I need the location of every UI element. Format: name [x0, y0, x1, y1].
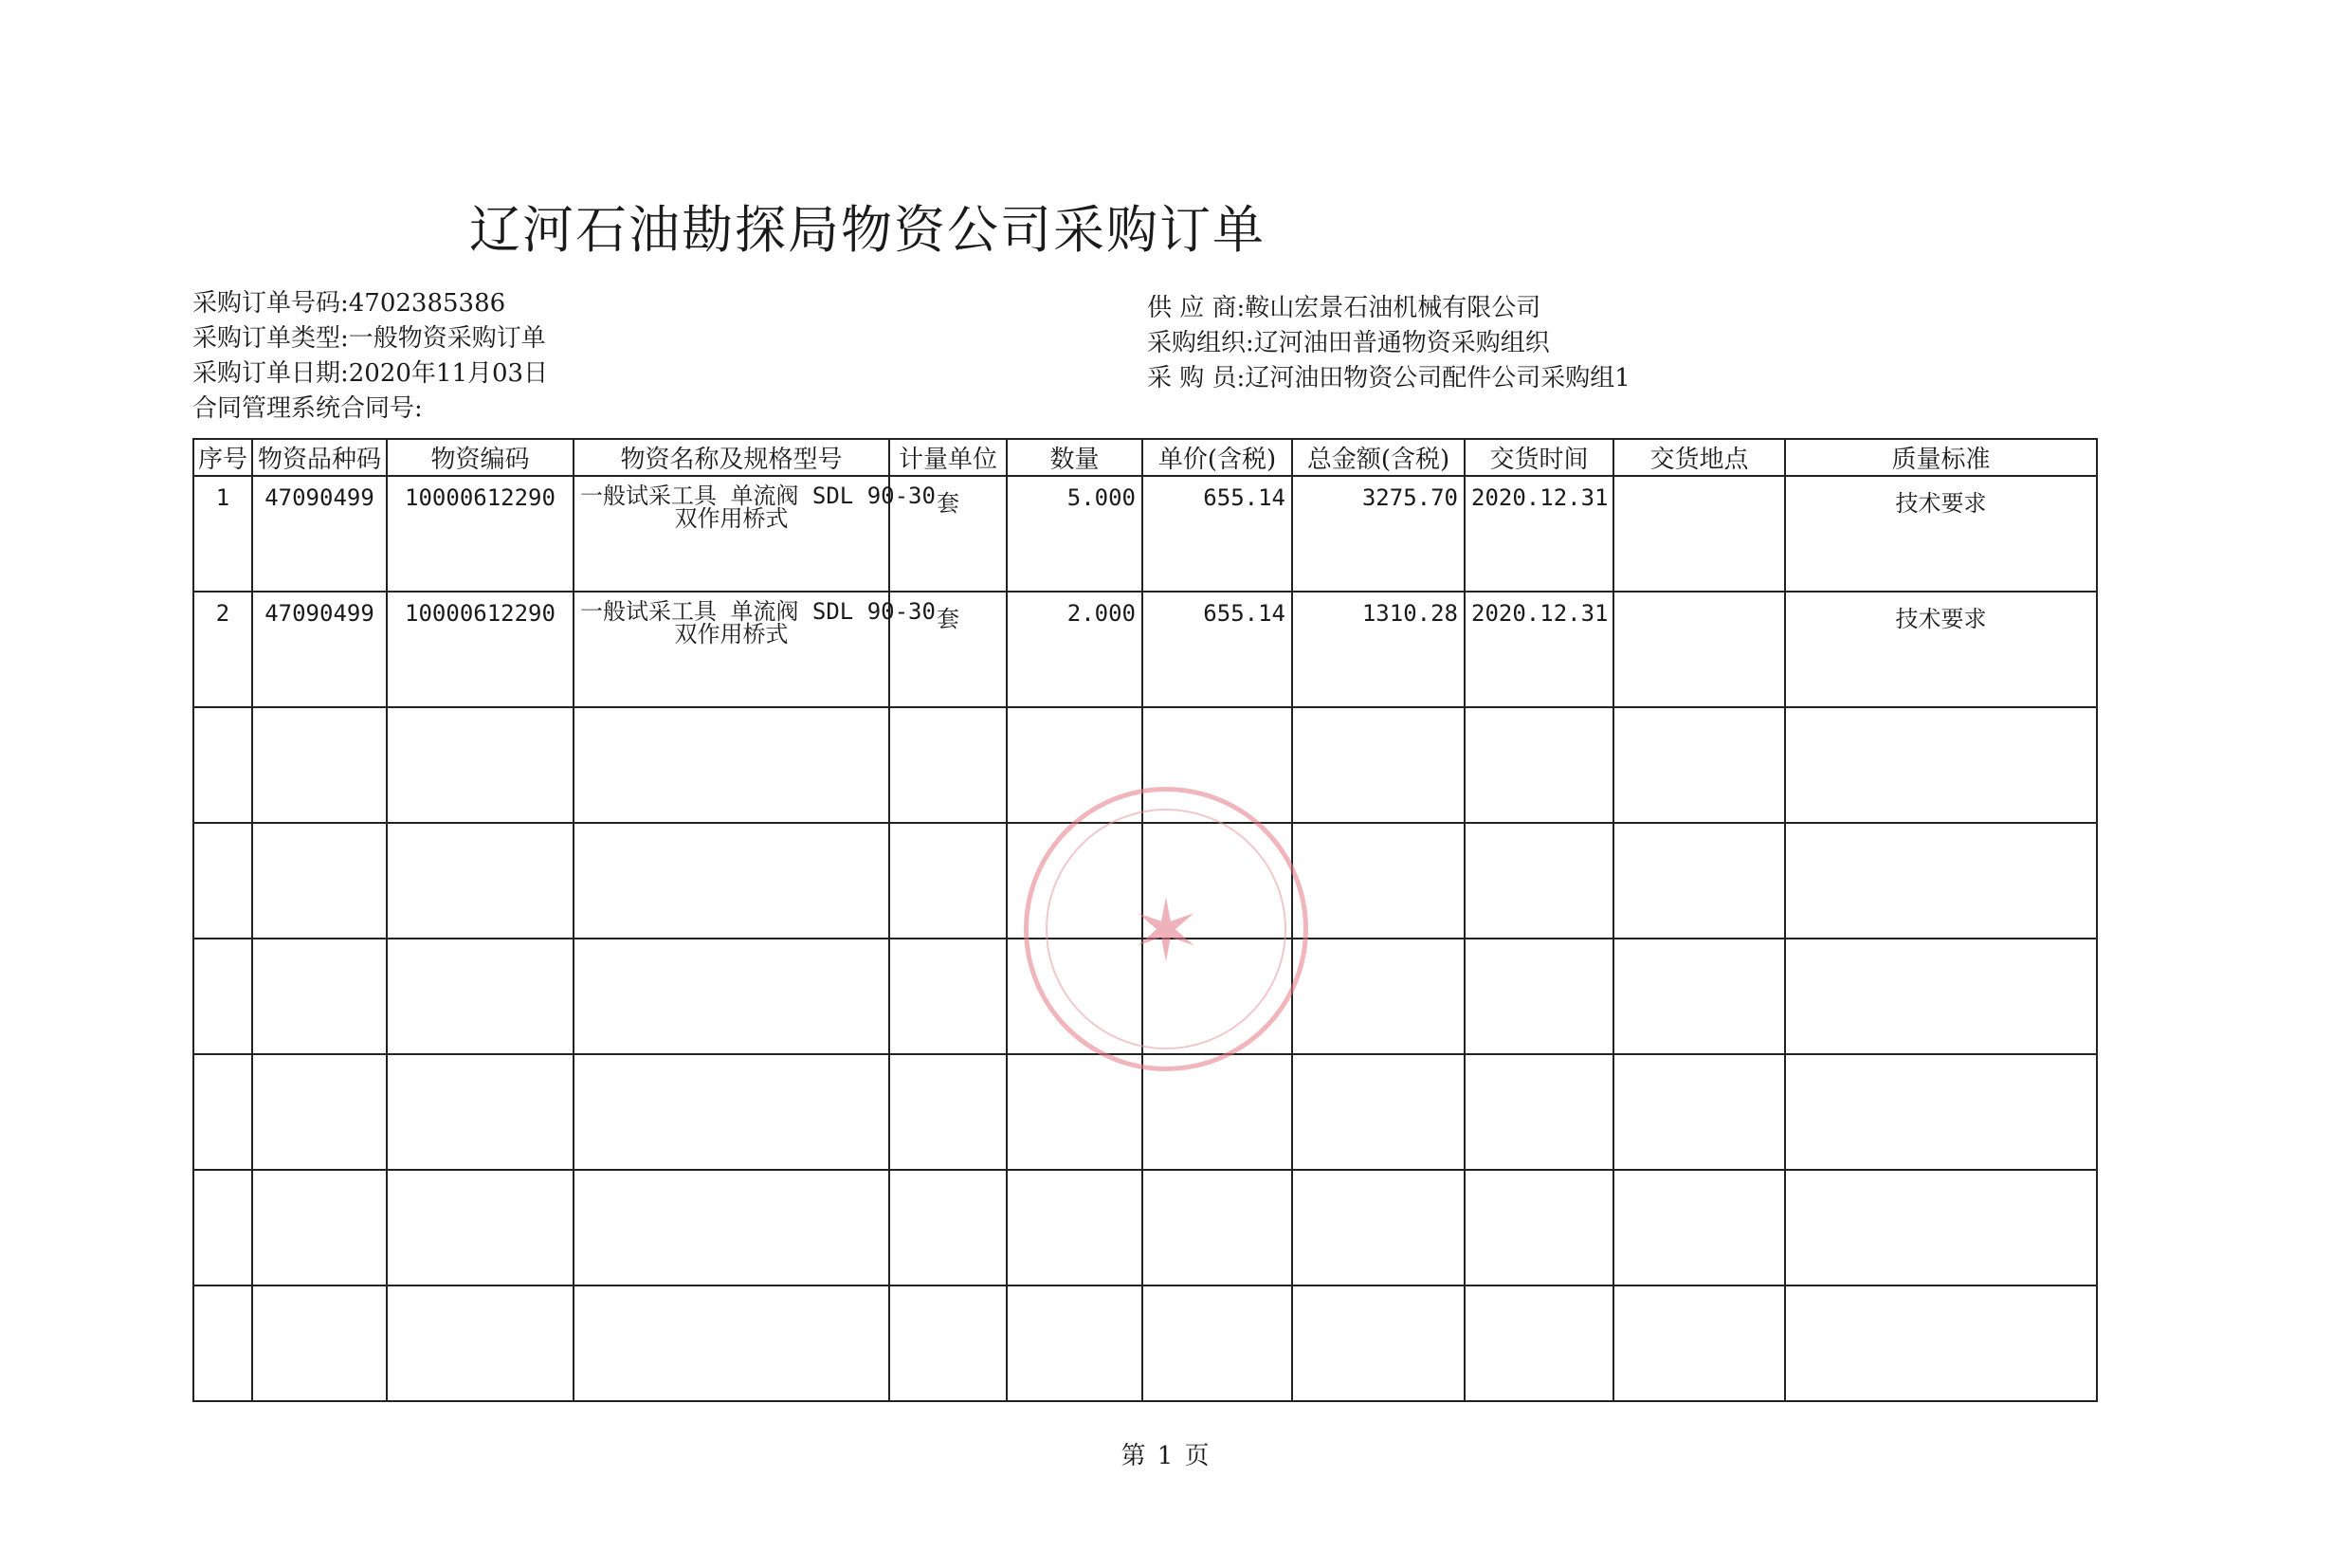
purchasing-org-row: [1147, 326, 1631, 361]
cell-seq: 1: [193, 476, 252, 592]
empty-cell: [1613, 707, 1785, 823]
col-header-unit: 计量单位: [889, 439, 1007, 476]
cell-unit-price: 655.14: [1142, 592, 1292, 707]
order-number-label: 采购订单号码:: [192, 289, 349, 318]
empty-cell: [1613, 1170, 1785, 1285]
empty-cell: [1007, 1054, 1142, 1170]
empty-cell: [1785, 1170, 2097, 1285]
empty-cell: [1292, 1054, 1465, 1170]
col-header-seq: 序号: [193, 439, 252, 476]
empty-cell: [193, 1170, 252, 1285]
empty-cell: [1613, 1285, 1785, 1401]
empty-cell: [193, 1285, 252, 1401]
col-header-name-spec: 物资名称及规格型号: [574, 439, 889, 476]
buyer-row: [1147, 361, 1631, 396]
cell-total: 3275.70: [1292, 476, 1465, 592]
empty-cell: [252, 823, 387, 939]
col-header-unit-price: 单价(含税): [1142, 439, 1292, 476]
buyer-value: 辽河油田物资公司配件公司采购组1: [1245, 364, 1631, 392]
col-header-material-code: 物资编码: [387, 439, 574, 476]
empty-cell: [252, 707, 387, 823]
document-title: 辽河石油勘探局物资公司采购订单: [469, 200, 1266, 260]
order-date-label: 采购订单日期:: [192, 359, 349, 388]
order-number-row: [192, 286, 548, 321]
order-type-label: 采购订单类型:: [192, 324, 349, 353]
empty-cell: [252, 1054, 387, 1170]
empty-cell: [889, 1054, 1007, 1170]
empty-cell: [387, 1285, 574, 1401]
cell-delivery-date: 2020.12.31: [1465, 476, 1613, 592]
empty-cell: [1292, 939, 1465, 1054]
order-date-row: [192, 356, 548, 392]
cell-unit: 套: [889, 592, 1007, 707]
contract-number-row: [192, 392, 548, 427]
empty-cell: [1292, 823, 1465, 939]
empty-cell: [193, 1054, 252, 1170]
cell-delivery-date: 2020.12.31: [1465, 592, 1613, 707]
empty-cell: [1785, 1054, 2097, 1170]
empty-cell: [387, 1170, 574, 1285]
empty-cell: [1142, 1285, 1292, 1401]
empty-cell: [1142, 1170, 1292, 1285]
empty-cell: [1292, 1170, 1465, 1285]
empty-cell: [387, 707, 574, 823]
cell-delivery-place: [1613, 592, 1785, 707]
supplier-row: [1147, 291, 1631, 326]
empty-cell: [889, 1285, 1007, 1401]
empty-cell: [574, 939, 889, 1054]
cell-unit: 套: [889, 476, 1007, 592]
seal-star-icon: ✶: [1130, 882, 1202, 981]
empty-cell: [889, 939, 1007, 1054]
col-header-delivery-date: 交货时间: [1465, 439, 1613, 476]
empty-cell: [1142, 1054, 1292, 1170]
empty-cell: [387, 939, 574, 1054]
empty-cell: [1465, 707, 1613, 823]
contract-number-label: 合同管理系统合同号:: [192, 394, 423, 423]
order-number-value: 4702385386: [348, 289, 506, 318]
empty-cell: [889, 1170, 1007, 1285]
empty-cell: [252, 939, 387, 1054]
col-header-quantity: 数量: [1007, 439, 1142, 476]
empty-cell: [387, 1054, 574, 1170]
empty-cell: [574, 823, 889, 939]
buyer-label: 采 购 员:: [1147, 364, 1246, 392]
empty-cell: [1292, 707, 1465, 823]
col-header-delivery-place: 交货地点: [1613, 439, 1785, 476]
cell-quality: 技术要求: [1785, 476, 2097, 592]
empty-cell: [574, 1170, 889, 1285]
name-spec-line2: 双作用桥式: [674, 621, 789, 647]
empty-cell: [1785, 939, 2097, 1054]
cell-material-code: 10000612290: [387, 476, 574, 592]
cell-seq: 2: [193, 592, 252, 707]
empty-cell: [1613, 823, 1785, 939]
empty-table-row: [193, 1054, 2097, 1170]
empty-cell: [252, 1285, 387, 1401]
order-type-row: [192, 321, 548, 356]
purchasing-org-label: 采购组织:: [1147, 329, 1254, 357]
page-number: 第 1 页: [1120, 1442, 1212, 1470]
empty-cell: [193, 707, 252, 823]
empty-cell: [1465, 1170, 1613, 1285]
empty-cell: [574, 707, 889, 823]
empty-cell: [1785, 707, 2097, 823]
empty-cell: [889, 823, 1007, 939]
cell-delivery-place: [1613, 476, 1785, 592]
table-header-row: [193, 439, 2097, 476]
empty-cell: [574, 1054, 889, 1170]
empty-cell: [1613, 1054, 1785, 1170]
col-header-category-code: 物资品种码: [252, 439, 387, 476]
order-date-value: 2020年11月03日: [348, 359, 549, 388]
cell-name-spec: [574, 592, 936, 707]
cell-name-spec: [574, 476, 936, 592]
company-seal-stamp: [1024, 787, 1308, 1071]
empty-cell: [252, 1170, 387, 1285]
empty-cell: [193, 939, 252, 1054]
cell-category-code: 47090499: [252, 476, 387, 592]
empty-cell: [1465, 1285, 1613, 1401]
empty-cell: [889, 707, 1007, 823]
supplier-label: 供 应 商:: [1147, 294, 1246, 322]
name-spec-line1: 一般试采工具 单流阀 SDL 90-30: [580, 598, 936, 625]
table-row: [193, 592, 2097, 707]
cell-quantity: 5.000: [1007, 476, 1142, 592]
cell-quantity: 2.000: [1007, 592, 1142, 707]
empty-cell: [1785, 1285, 2097, 1401]
name-spec-line2: 双作用桥式: [674, 505, 789, 532]
empty-cell: [1007, 1170, 1142, 1285]
cell-category-code: 47090499: [252, 592, 387, 707]
empty-cell: [1292, 1285, 1465, 1401]
cell-quality: 技术要求: [1785, 592, 2097, 707]
empty-cell: [1785, 823, 2097, 939]
purchasing-org-value: 辽河油田普通物资采购组织: [1253, 329, 1550, 357]
supplier-value: 鞍山宏景石油机械有限公司: [1245, 294, 1541, 322]
cell-unit-price: 655.14: [1142, 476, 1292, 592]
empty-table-row: [193, 1170, 2097, 1285]
cell-total: 1310.28: [1292, 592, 1465, 707]
empty-cell: [193, 823, 252, 939]
col-header-total: 总金额(含税): [1292, 439, 1465, 476]
col-header-quality: 质量标准: [1785, 439, 2097, 476]
header-right: [1147, 291, 1631, 396]
empty-cell: [1465, 1054, 1613, 1170]
name-spec-line1: 一般试采工具 单流阀 SDL 90-30: [580, 483, 936, 509]
empty-cell: [1613, 939, 1785, 1054]
empty-cell: [387, 823, 574, 939]
empty-cell: [574, 1285, 889, 1401]
header-left: [192, 286, 548, 427]
empty-cell: [1465, 939, 1613, 1054]
table-row: [193, 476, 2097, 592]
empty-cell: [1465, 823, 1613, 939]
empty-cell: [1007, 1285, 1142, 1401]
order-type-value: 一般物资采购订单: [348, 324, 546, 353]
empty-table-row: [193, 1285, 2097, 1401]
cell-material-code: 10000612290: [387, 592, 574, 707]
